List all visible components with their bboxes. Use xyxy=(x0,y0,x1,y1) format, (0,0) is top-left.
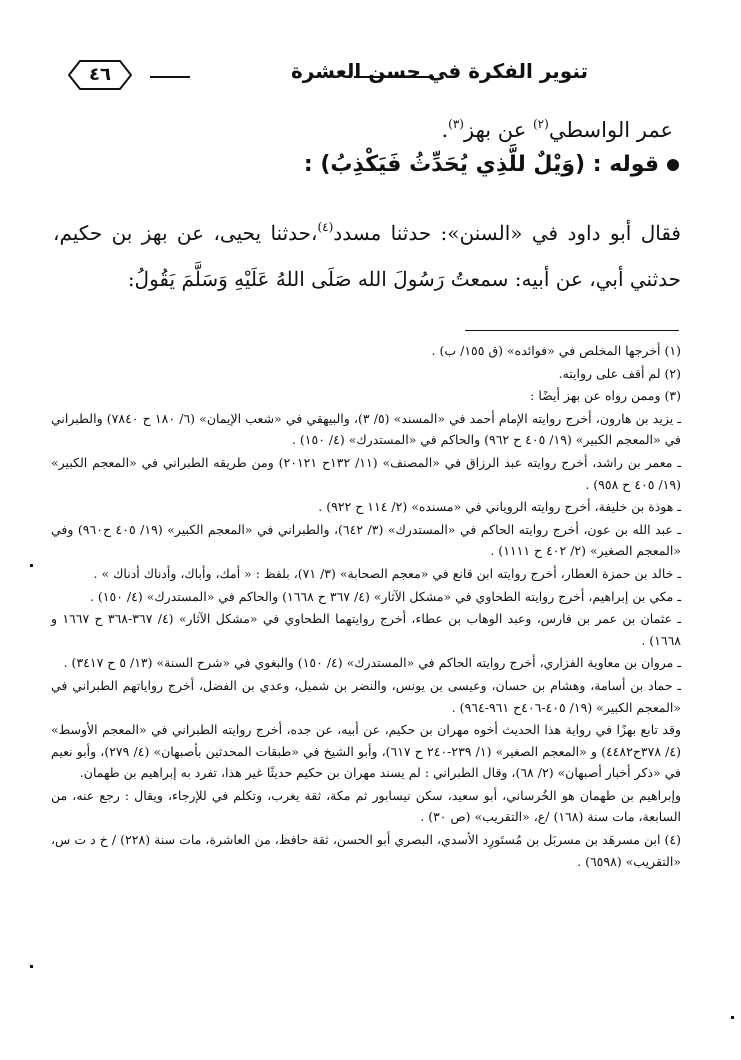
footnote-ref-2: (٢) xyxy=(532,117,549,131)
footnote-3-note: وإبراهيم بن طهمان هو الخُرساني، أبو سعيد، سكن نيسابور ثم مكة، ثقة يغرب، وتكلم في للإرجاء، ويقال : رجع عنه، من السابعة، مات سنة (١٦٨) /ع، «التقريب» (ص ٣٠) . xyxy=(51,787,681,825)
header-title: تنوير الفكرة في حسن العشرة xyxy=(290,59,588,83)
line1-text: عمر الواسطي xyxy=(548,118,673,142)
header-rule-left xyxy=(150,76,190,78)
footnote-3-item: ـ يزيد بن هارون، أخرج روايته الإمام أحمد في «المسند» (٥/ ٣)، والبيهقي في «شعب الإيمان» (٦/ ١٨٠ ح ٧٨٤٠) والطبراني في «المعجم الكبير» (١٩/ ٤٠٥ ح ٩٦٢) والحاكم في «المستدرك» (٤/ ١٥٠) . xyxy=(51,410,682,448)
footnote-3-item: ـ معمر بن راشد، أخرج روايته عبد الرزاق في «المصنف» (١١/ ١٣٢ح ٢٠١٢١) ومن طريقه الطبراني في «المعجم الكبير» (١٩/ ٤٠٥ ح ٩٥٨) . xyxy=(51,454,681,492)
running-header xyxy=(54,58,684,94)
footnote-1: (١) أخرجها المخلص في «فوائده» (ق ١٥٥/ ب) . xyxy=(431,343,681,358)
footnote-3-item: ـ هوذة بن خليفة، أخرج روايته الروياني في «مسنده» (٢/ ١١٤ ح ٩٢٢) . xyxy=(318,499,681,515)
footnote-separator xyxy=(465,330,679,331)
margin-mark xyxy=(30,965,33,968)
line1-end: . xyxy=(441,118,449,142)
footnote-3: (٣) وممن رواه عن بهز أيضًا : xyxy=(530,388,681,404)
footnote-4: (٤) ابن مسرهَد بن مسربَل بن مُستَورِد الأسدي، البصري أبو الحسن، ثقة حافظ، من العاشرة، مات سنة (٢٢٨) / خ د ت س، «التقريب» (٦٥٩٨) . xyxy=(51,832,681,869)
footnote-3-item: ـ مكي بن إبراهيم، أخرج روايته الطحاوي في «مشكل الآثار» (٤/ ٣٦٧ ح ١٦٦٨) والحاكم في «المستدرك» (٤/ ١٥٠) . xyxy=(89,588,681,604)
line1-mid: عن بهز xyxy=(463,118,527,142)
para-part2: ،حدثنا يحيى، عن بهز بن حكيم، حدثني أبي، عن أبيه: سمعتُ رَسُولَ الله صَلَى اللهُ عَلَيْهِ وَسَلَّمَ يَقُولُ: xyxy=(53,221,681,291)
footnote-ref-4: (٤) xyxy=(317,220,334,234)
main-paragraph xyxy=(53,212,681,301)
footnote-2: (٢) لم أقف على روايته. xyxy=(558,365,681,381)
margin-mark xyxy=(731,1016,734,1019)
footnote-3-item: ـ حماد بن أسامة، وهشام بن حسان، وعيسى بن يونس، والنضر بن شميل، وعدي بن الفضل، أخرج رواياتهم الطبراني في «المعجم الكبير» (١٩/ ٤٠٥-٤٠٦ح ٩٦١-٩٦٤) . xyxy=(51,677,681,715)
page-number-badge xyxy=(68,60,132,90)
quote-label: قوله : xyxy=(592,152,659,177)
para-part1: فقال أبو داود في «السنن»: حدثنا مسدد xyxy=(333,221,681,245)
continued-line xyxy=(441,118,673,142)
bullet-icon xyxy=(667,159,679,171)
quote-text: (وَيْلٌ للَّذِي يُحَدِّثُ فَيَكْذِبُ) : xyxy=(303,152,586,177)
footnote-ref-3: (٣) xyxy=(448,117,464,131)
footnote-3-item: ـ عبد الله بن عون، أخرج روايته الحاكم في «المستدرك» (٣/ ٦٤٢)، والطبراني في «المعجم الكبير» (١٩/ ٤٠٥ ح٩٦٠) وفي «المعجم الصغير» (٢/ ٤٠٢ ح ١١١١) . xyxy=(51,521,682,559)
footnotes xyxy=(51,340,681,873)
page-number: ٤٦ xyxy=(89,64,111,85)
section-heading xyxy=(304,152,679,177)
margin-mark xyxy=(30,564,33,567)
footnote-3-note: وقد تابع بهزًا في رواية هذا الحديث أخوه مهران بن حكيم، عن أبيه، عن جده، أخرج روايته الطبراني في «المعجم الأوسط» (٤/ ٣٧٨ح٤٤٨٢) و «المعجم الصغير» (١/ ٢٣٩-٢٤٠ ح ٦١٧)، وأبو الشيخ في «طبقات المحدثين بأصبهان» (٤/ ٢٧٩)، وأبو نعيم في «ذكر أخبار أصبهان» (٢/ ٦٨)، وقال الطبراني : لم يسند مهران بن حكيم حديثًا غير هذا، تفرد به إبراهيم بن طهمان. xyxy=(51,722,681,781)
footnote-3-item: ـ خالد بن حمزة العطار، أخرج روايته ابن قانع في «معجم الصحابة» (٣/ ٧١)، بلفظ : « أمك، وأباك، وأدناك أدناك » . xyxy=(93,565,681,581)
footnote-3-item: ـ عثمان بن عمر بن فارس، وعبد الوهاب بن عطاء، أخرج روايتهما الطحاوي في «مشكل الآثار» (٤/ ٣٦٧-٣٦٨ ح ١٦٦٧ و ١٦٦٨) . xyxy=(51,611,682,648)
footnote-3-item: ـ مروان بن معاوية الفزاري، أخرج روايته الحاكم في «المستدرك» (٤/ ١٥٠) والبغوي في «شرح السنة» (١٣/ ٥ ح ٣٤١٧) . xyxy=(63,655,681,671)
